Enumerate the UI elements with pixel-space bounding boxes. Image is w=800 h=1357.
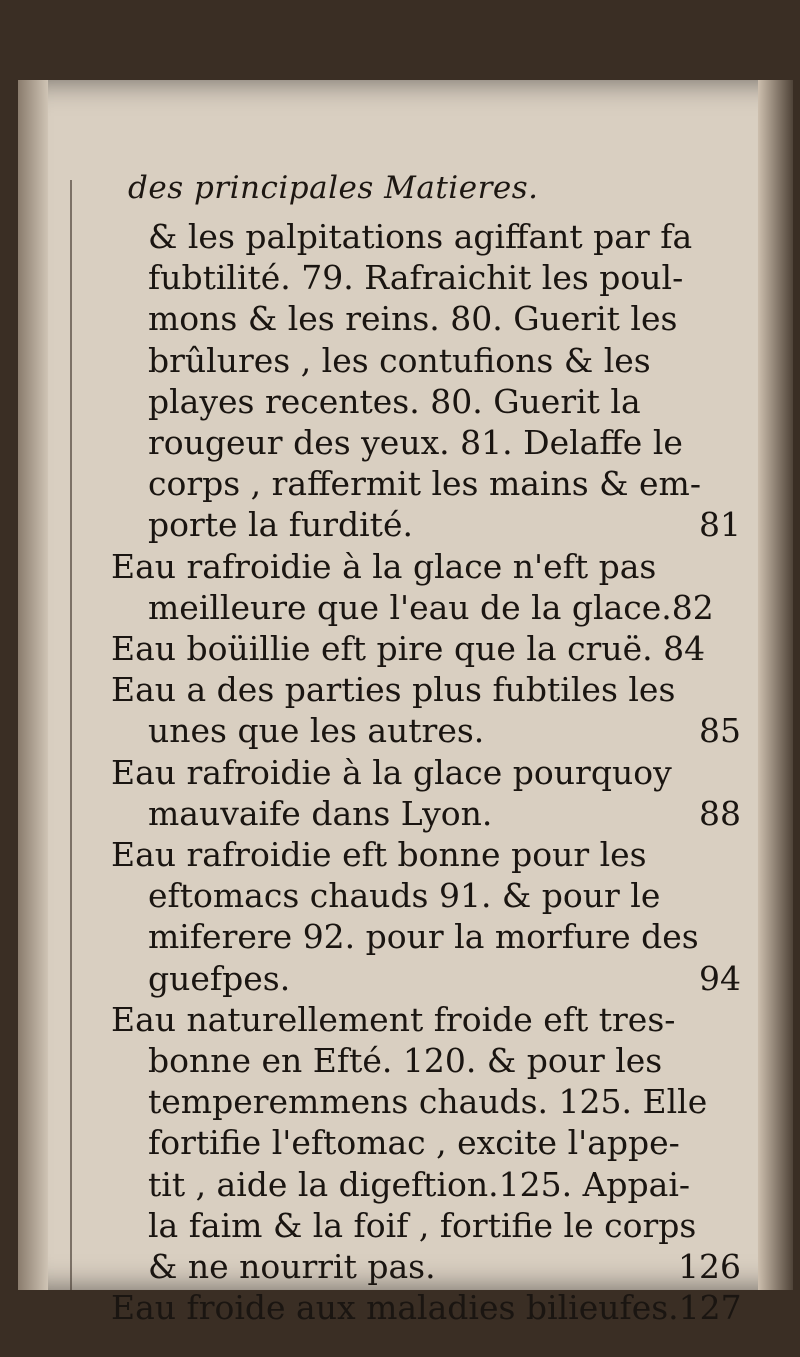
- page-right-edge: [758, 80, 793, 1290]
- index-line-text: temperemmens chauds. 125. Elle: [148, 1082, 708, 1122]
- index-line: [76, 504, 741, 545]
- index-line: [76, 834, 741, 875]
- index-line: [76, 340, 741, 381]
- index-line: [76, 752, 741, 793]
- index-line-text: tit , aide la digeftion.125. Appai-: [148, 1164, 691, 1204]
- page-reference-number: 85: [699, 711, 741, 751]
- index-line: [76, 1122, 741, 1163]
- index-line-text: playes recentes. 80. Guerit la: [148, 381, 641, 421]
- page-left-edge: [18, 80, 48, 1290]
- page-reference-number: 126: [678, 1247, 741, 1287]
- index-line: [76, 875, 741, 916]
- index-line-text: Eau rafroidie eft bonne pour les: [111, 835, 647, 875]
- page-reference-number: 94: [699, 958, 741, 998]
- index-line: [76, 1246, 741, 1287]
- index-line-text: Eau rafroidie à la glace pourquoy: [111, 752, 672, 792]
- index-line-text: mons & les reins. 80. Guerit les: [148, 299, 678, 339]
- index-line: [76, 463, 741, 504]
- index-line-text: eftomacs chauds 91. & pour le: [148, 876, 661, 916]
- index-line: [76, 1081, 741, 1122]
- index-line-text: Eau rafroidie à la glace n'eft pas: [111, 546, 657, 586]
- page-reference-number: 81: [699, 505, 741, 545]
- index-line-text: Eau boüillie eft pire que la cruë. 84: [111, 629, 706, 669]
- index-line-text: guefpes.: [148, 958, 291, 998]
- index-line-text: unes que les autres.: [148, 711, 485, 751]
- index-line-text: Eau a des parties plus fubtiles les: [111, 670, 676, 710]
- page-reference-number: 88: [699, 793, 741, 833]
- index-line: [76, 1164, 741, 1205]
- index-line-text: brûlures , les contufions & les: [148, 340, 651, 380]
- index-line: [76, 793, 741, 834]
- index-line-text: la faim & la foif , fortifie le corps: [148, 1205, 697, 1245]
- index-line-text: & les palpitations agiffant par fa: [148, 217, 693, 256]
- index-line-text: mauvaife dans Lyon.: [148, 793, 493, 833]
- index-line-text: porte la furdité.: [148, 505, 413, 545]
- index-line: [76, 587, 741, 628]
- index-line-text: fubtilité. 79. Rafraichit les poul-: [148, 258, 684, 298]
- index-line: [76, 422, 741, 463]
- index-line: [76, 381, 741, 422]
- index-line-text: Eau froide aux maladies bilieufes.127: [111, 1288, 742, 1328]
- index-line: [76, 999, 741, 1040]
- index-line: [76, 710, 741, 751]
- index-line: [76, 216, 741, 257]
- index-line: [76, 298, 741, 339]
- index-line: [76, 546, 741, 587]
- index-line-text: corps , raffermit les mains & em-: [148, 464, 701, 504]
- index-line: [76, 257, 741, 298]
- index-line: [76, 1287, 741, 1328]
- index-line-text: rougeur des yeux. 81. Delaffe le: [148, 423, 683, 463]
- index-line-text: meilleure que l'eau de la glace.82: [148, 587, 714, 627]
- index-line: [76, 916, 741, 957]
- index-line: [76, 669, 741, 710]
- index-line: [76, 958, 741, 999]
- index-line: [76, 1040, 741, 1081]
- index-line: [76, 628, 741, 669]
- index-entries: [76, 216, 741, 1328]
- book-page: [18, 80, 793, 1328]
- index-line-text: & ne nourrit pas.: [148, 1247, 436, 1287]
- index-line-text: miferere 92. pour la morfure des: [148, 917, 699, 957]
- index-line-text: Eau naturellement froide eft tres-: [111, 999, 676, 1039]
- index-line: [76, 1205, 741, 1246]
- index-line-text: fortifie l'eftomac , excite l'appe-: [148, 1123, 680, 1163]
- margin-rule: [70, 180, 72, 1290]
- running-title: des principales Matieres.: [128, 170, 539, 206]
- index-line-text: bonne en Efté. 120. & pour les: [148, 1041, 663, 1081]
